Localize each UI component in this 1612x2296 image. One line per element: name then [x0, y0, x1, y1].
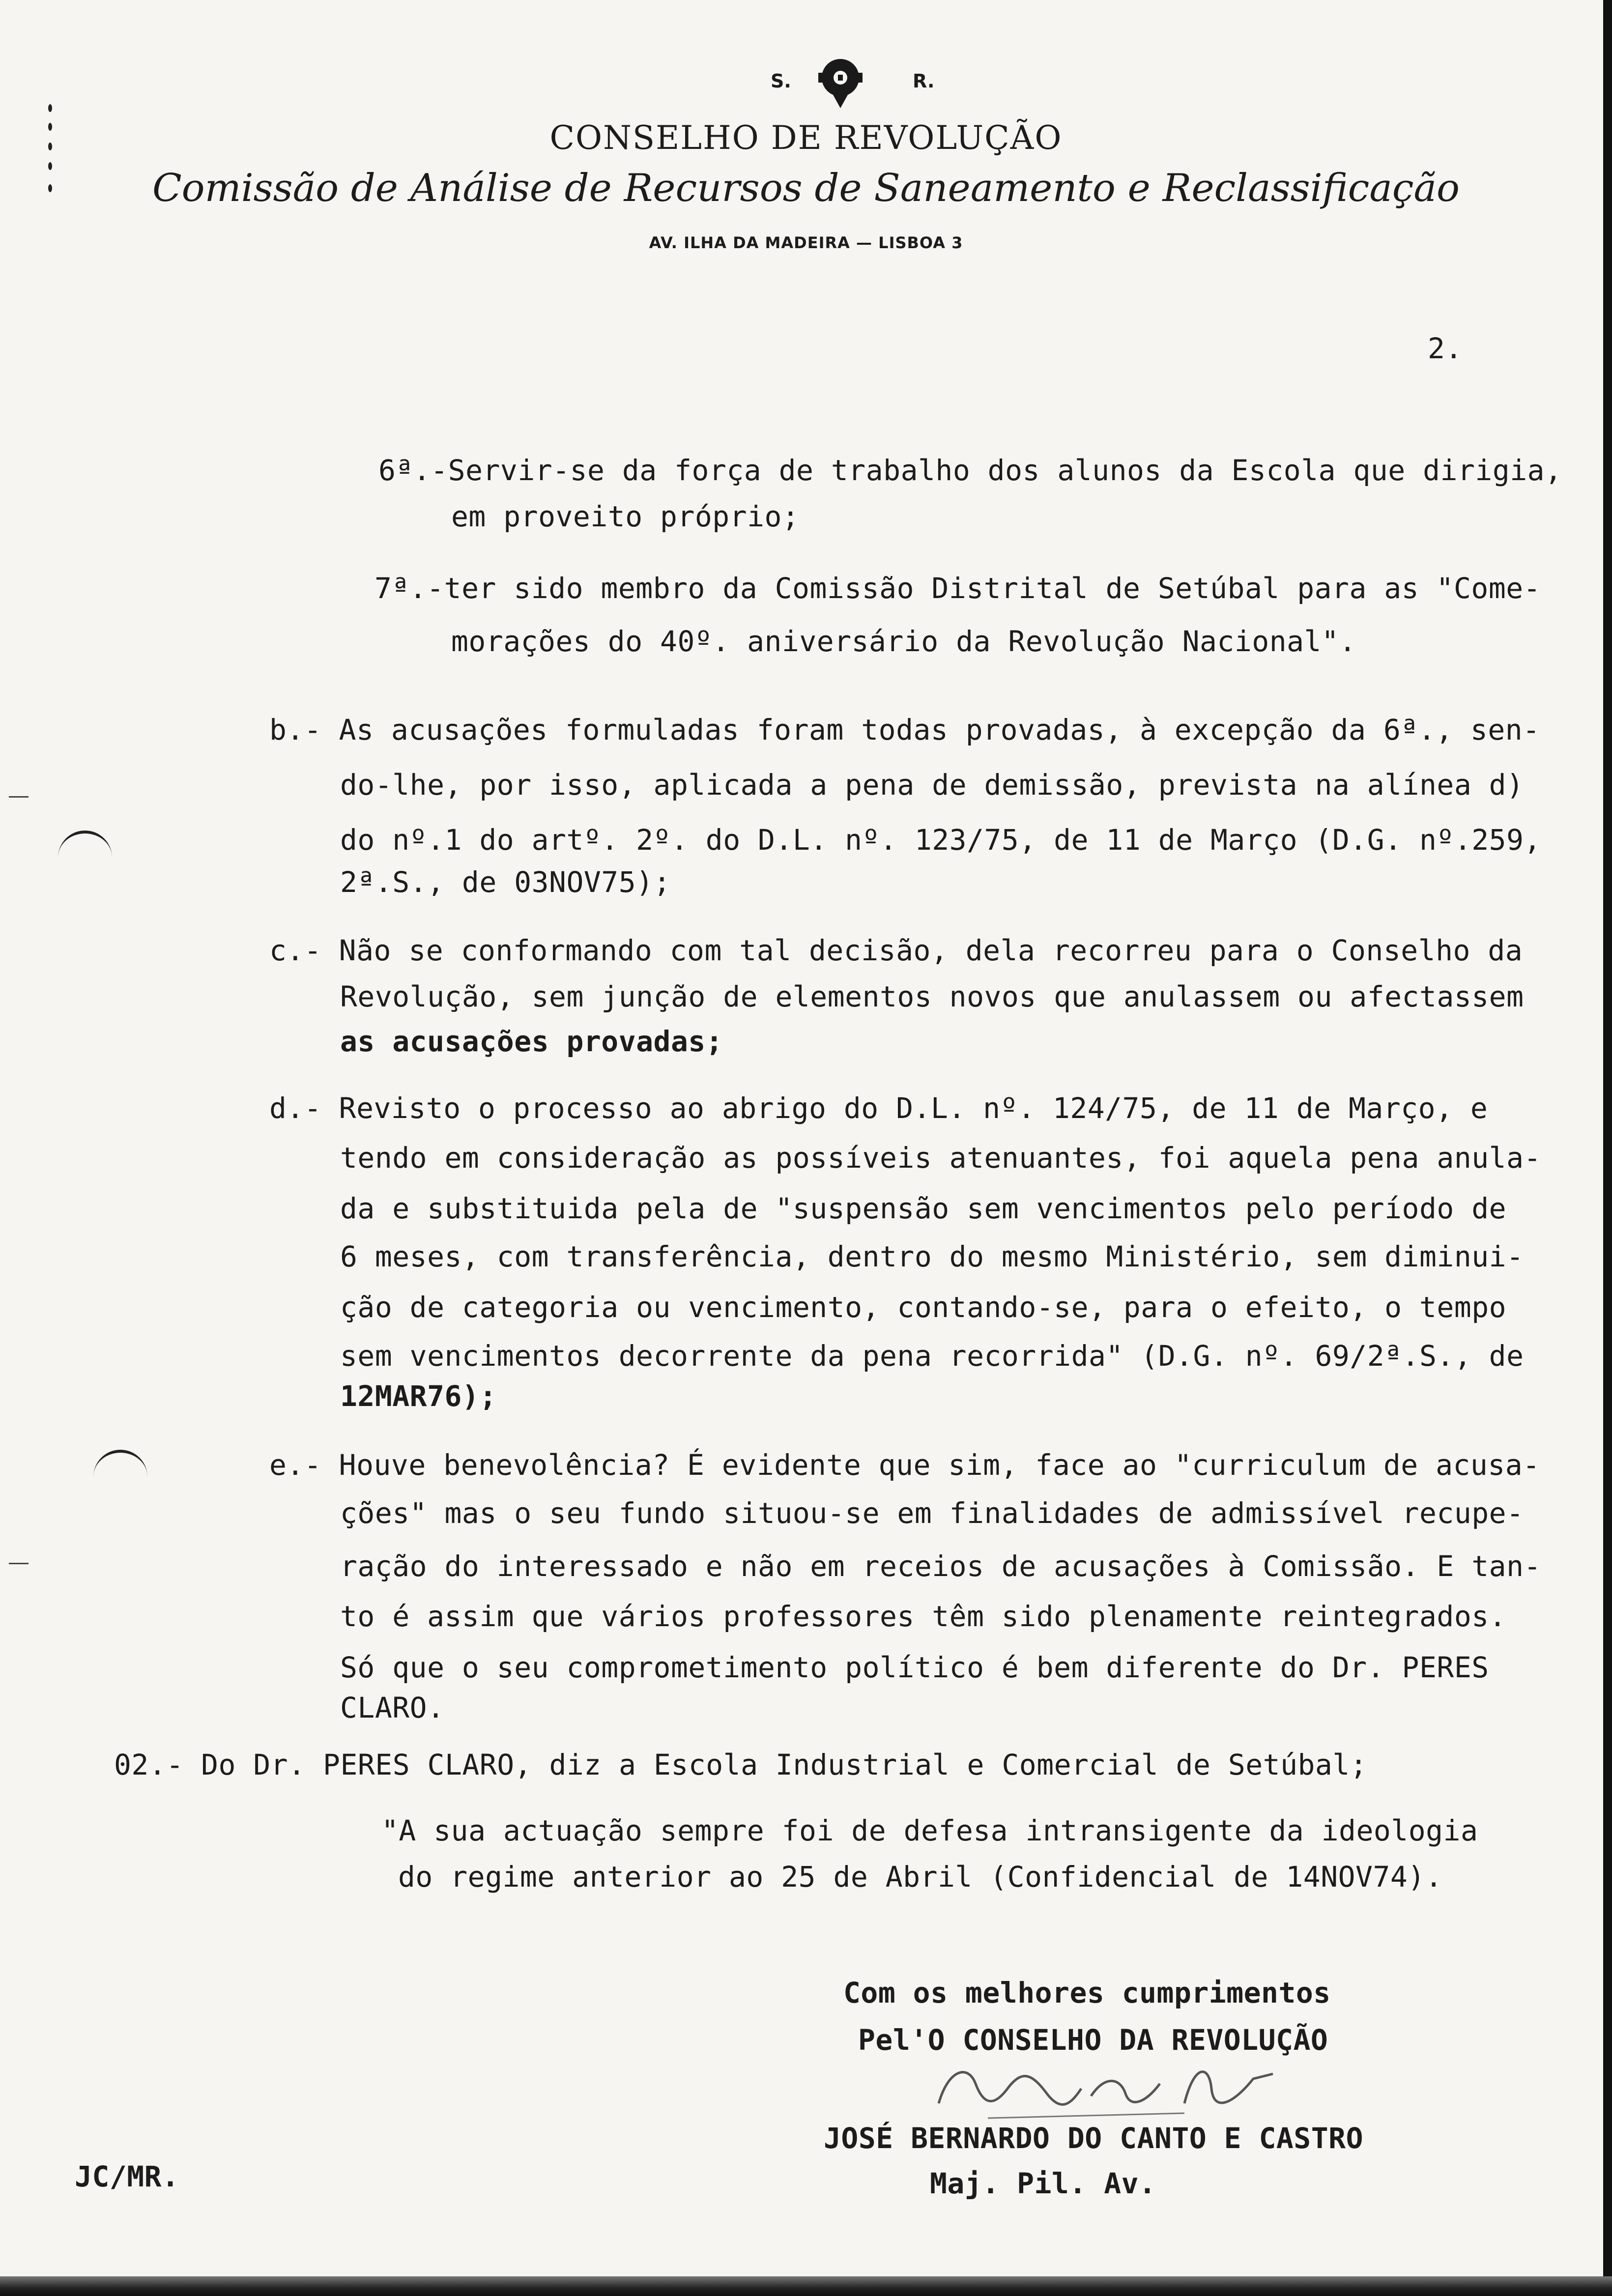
- para-b-line-4: 2ª.S., de 03NOV75);: [340, 865, 671, 899]
- section-2-line-1: 02.- Do Dr. PERES CLARO, diz a Escola Industrial e Comercial de Setúbal;: [114, 1748, 1368, 1781]
- para-c-line-3: as acusações provadas;: [340, 1025, 723, 1058]
- page-number: 2.: [1428, 332, 1463, 365]
- para-d-line-6: sem vencimentos decorrente da pena recorrida" (D.G. nº. 69/2ª.S., de: [340, 1339, 1524, 1373]
- para-e-line-3: ração do interessado e não em receios de acusações à Comissão. E tan-: [340, 1550, 1541, 1583]
- closing-council: Pel'O CONSELHO DA REVOLUÇÃO: [858, 2023, 1328, 2057]
- para-c-line-2: Revolução, sem junção de elementos novos que anulassem ou afectassem: [340, 980, 1524, 1013]
- item-7-line-2: morações do 40º. aniversário da Revolução Nacional".: [451, 625, 1356, 658]
- coat-of-arms-icon: [813, 53, 867, 110]
- binder-hole-mark: [48, 143, 52, 150]
- punch-hole-arc: [58, 831, 112, 863]
- para-b-line-2: do-lhe, por isso, aplicada a pena de demissão, prevista na alínea d): [340, 768, 1524, 802]
- para-d-line-3: da e substituida pela de "suspensão sem vencimentos pelo período de: [340, 1192, 1507, 1225]
- binder-hole-mark: [48, 104, 52, 112]
- para-d-line-2: tendo em consideração as possíveis atenuantes, foi aquela pena anula-: [340, 1141, 1541, 1175]
- para-d-line-4: 6 meses, com transferência, dentro do mesmo Ministério, sem diminui-: [340, 1240, 1524, 1273]
- item-7-line-1: 7ª.-ter sido membro da Comissão Distrital de Setúbal para as "Come-: [374, 572, 1541, 605]
- para-d-line-5: ção de categoria ou vencimento, contando-se, para o efeito, o tempo: [340, 1291, 1507, 1324]
- margin-tick: [9, 1563, 29, 1564]
- para-e-line-5: Só que o seu comprometimento político é bem diferente do Dr. PERES: [340, 1651, 1489, 1684]
- header-title: CONSELHO DE REVOLUÇÃO: [549, 119, 1063, 157]
- reference-initials: JC/MR.: [75, 2160, 179, 2193]
- binder-hole-mark: [48, 162, 52, 170]
- scan-right-edge: [1603, 0, 1612, 2296]
- para-c-line-1: c.- Não se conformando com tal decisão, dela recorreu para o Conselho da: [269, 934, 1523, 967]
- header-prefix-left: S.: [771, 70, 791, 92]
- header-prefix-right: R.: [913, 70, 935, 92]
- binder-hole-mark: [48, 123, 52, 131]
- quote-line-2: do regime anterior ao 25 de Abril (Confidencial de 14NOV74).: [398, 1860, 1443, 1894]
- margin-tick: [9, 796, 29, 798]
- header-subtitle: Comissão de Análise de Recursos de Saneamento e Reclassificação: [152, 166, 1460, 210]
- para-d-line-1: d.- Revisto o processo ao abrigo do D.L. nº. 124/75, de 11 de Março, e: [269, 1091, 1488, 1125]
- para-b-line-1: b.- As acusações formuladas foram todas provadas, à excepção da 6ª., sen-: [269, 713, 1540, 746]
- header-address: AV. ILHA DA MADEIRA — LISBOA 3: [649, 233, 963, 252]
- para-e-line-2: ções" mas o seu fundo situou-se em finalidades de admissível recupe-: [340, 1496, 1524, 1530]
- para-e-line-4: to é assim que vários professores têm sido plenamente reintegrados.: [340, 1600, 1507, 1633]
- signatory-rank: Maj. Pil. Av.: [930, 2167, 1156, 2200]
- scan-bottom-edge: [0, 2276, 1612, 2296]
- punch-hole-arc: [93, 1450, 147, 1482]
- signature: [929, 2049, 1322, 2128]
- para-e-line-1: e.- Houve benevolência? É evidente que sim, face ao "curriculum de acusa-: [269, 1448, 1540, 1482]
- para-d-line-7: 12MAR76);: [340, 1379, 497, 1413]
- item-6-line-1: 6ª.-Servir-se da força de trabalho dos alunos da Escola que dirigia,: [378, 454, 1562, 487]
- quote-line-1: "A sua actuação sempre foi de defesa intransigente da ideologia: [381, 1814, 1478, 1847]
- para-e-line-6: CLARO.: [340, 1691, 445, 1724]
- binder-hole-mark: [48, 184, 52, 192]
- para-b-line-3: do nº.1 do artº. 2º. do D.L. nº. 123/75, de 11 de Março (D.G. nº.259,: [340, 823, 1541, 857]
- item-6-line-2: em proveito próprio;: [451, 500, 800, 533]
- signatory-name: JOSÉ BERNARDO DO CANTO E CASTRO: [824, 2122, 1363, 2155]
- closing-salutation: Com os melhores cumprimentos: [843, 1976, 1331, 2009]
